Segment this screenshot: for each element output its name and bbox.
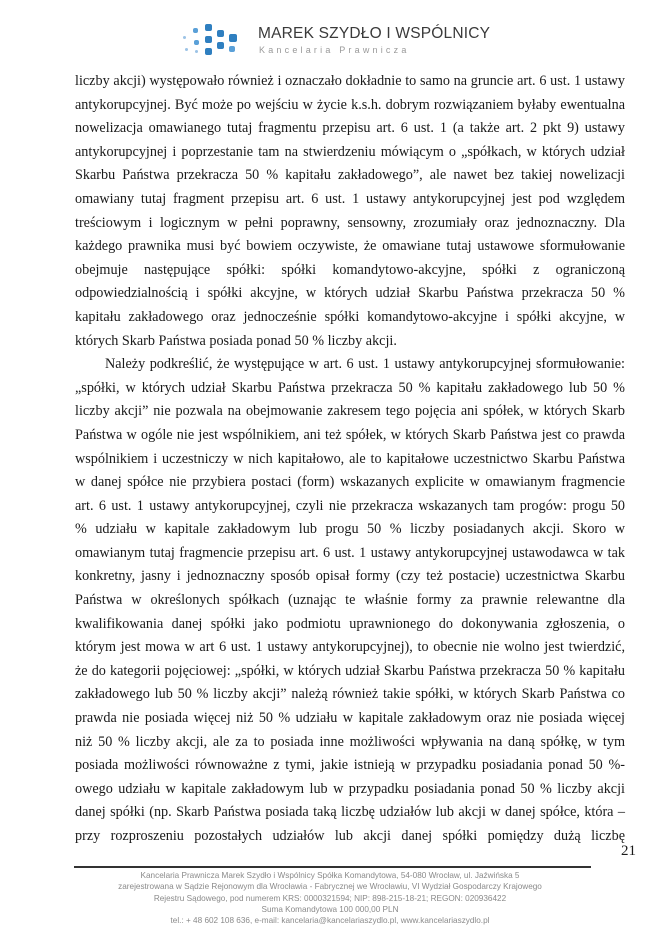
footer [60,870,600,926]
text-line: wspólnikiem i uczestniczy w nich kapitałowo, ale to kapitałowe uczestnictwo Skarbu Państwa [75,450,625,467]
footer-line: Rejestru Sądowego, pod numerem KRS: 0000321594; NIP: 898-215-18-21; REGON: 020936422 [153,893,507,903]
footer-line: Suma Komandytowa 100 000,00 PLN [261,904,399,914]
logo-dot [183,36,186,39]
text-line: Należy podkreślić, że występujące w art. 6 ust. 1 ustawy antykorupcyjnej sformułowanie: [105,356,625,373]
text-line: antykorupcyjnej. Być może po wejściu w życie k.s.h. dobrym rozwiązaniem byłaby ewentualna [75,96,625,113]
text-line: „spółki, w których udział Skarbu Państwa przekracza 50 % kapitału zakładowego lub 50 % [75,379,625,396]
text-line: przy rozproszeniu pozostałych udziałów lub akcji danej spółki pomiędzy dużą liczbę [75,828,625,844]
footer-line: zarejestrowana w Sądzie Rejonowym dla Wrocławia - Fabrycznej we Wrocławiu, VI Wydział Gospodarczy Krajowego [118,882,542,892]
paragraph [75,353,625,848]
text-line: zakładowego lub 50 % liczby akcji” należą również takie spółki, w których Skarb Państwa co [75,686,625,703]
text-line: obejmuje następujące spółki: spółki komandytowo-akcyjne, spółki z ograniczoną [75,261,625,278]
logo-dot [205,36,212,43]
paragraph [75,70,625,353]
logo-dot [205,24,212,31]
text-line: % udziału w kapitale zakładowym lub progu 50 % liczby posiadanych akcji. Skoro w [75,521,625,538]
text-line: antykorupcyjnej i poprzestanie tam na stwierdzeniu mówiącym o „spółkach, w których udział [75,143,625,160]
logo-dots-icon [183,22,243,58]
text-line: art. 6 ust. 1 ustawy antykorupcyjnej, czyli nie przekracza wskazanych tam progów: progu 50 [75,497,625,514]
text-line: Państwa w ogóle nie jest wspólnikiem, ani też spółek, w których Skarb Państwa jest co prawda [75,426,625,443]
logo-dot [205,48,212,55]
logo-dot [229,34,237,42]
logo-dot [229,46,235,52]
page-number: 21 [621,843,636,859]
text-line: treściowym i logicznym w pełni poprawny, sensowny, zrozumiały oraz jednoznaczny. Dla [75,214,625,231]
logo-dot [185,48,188,51]
text-line: owego udziału w kapitale zakładowym lub w przypadku posiadania ponad 50 % liczby akcji [75,780,625,797]
footer-divider [74,866,591,868]
text-line: danej spółki (np. Skarb Państwa posiada taką liczbę udziałów lub akcji w danej spółce, która – [75,804,625,821]
footer-line: Kancelaria Prawnicza Marek Szydło i Wspólnicy Spółka Komandytowa, 54-080 Wrocław, ul. Jaźwińska 5 [140,871,520,880]
text-line: konkretny, jasny i jednoznaczny sposób opisał formy (czy też postacie) uczestnictwa Skarbu [75,568,625,585]
text-line: Państwa w określonych spółkach (uznając te właśnie formy za prawnie relewantne dla [75,592,625,609]
text-line: że do kategorii pojęciowej: „spółki, w których udział Skarbu Państwa przekracza 50 % kapitału [75,662,625,679]
text-line: omawiany tutaj fragment przepisu art. 6 ust. 1 ustawy antykorupcyjnej jest pod względem [75,190,625,207]
text-line: nowelizacja omawianego tutaj fragmentu przepisu art. 6 ust. 1 (a także art. 2 pkt 9) ustawy [75,120,625,137]
text-line: których Skarb Państwa posiada ponad 50 % liczby akcji. [75,332,397,349]
text-line: kwalifikowania danej spółki jako podmiotu uprawnionego do dokonywania zgłoszenia, o [75,615,625,632]
logo-dot [217,42,224,49]
footer-line: tel.: + 48 602 108 636, e-mail: kancelaria@kancelariaszydlo.pl, www.kancelariaszydlo.pl [170,916,490,926]
text-line: odpowiedzialnością i spółki akcyjne, w których udział Skarbu Państwa przekracza 50 % [75,285,625,302]
logo-dot [217,30,224,37]
brand-subtitle: Kancelaria Prawnicza [259,45,410,55]
text-line: niż 50 % liczby akcji, ale za to posiada inne możliwości wpływania na daną spółkę, w tym [75,733,625,750]
document-body [75,70,625,849]
text-line: liczby akcji” nie pozwala na obejmowanie zakresem tego pojęcia ani spółek, w których Skarb [75,403,625,420]
logo-dot [194,40,199,45]
text-line: posiada możliwości równoważne z tymi, jakie istnieją w przypadku posiadania ponad 50 %- [75,757,625,774]
text-line: omawianym tutaj fragmencie przepisu art. 6 ust. 1 ustawy antykorupcyjnej ustawodawca w tak [75,544,625,561]
logo-dot [193,28,198,33]
text-line: Skarbu Państwa przekracza 50 % kapitału zakładowego”, ale nawet bez takiej nowelizacji [75,167,625,184]
text-line: każdego prawnika musi być bowiem oczywiste, że omawiane tutaj ustawowe sformułowanie [75,238,625,255]
logo-dot [195,50,198,53]
text-line: prawda nie posiada więcej niż 50 % udziału w kapitale zakładowym oraz nie posiada więcej [75,710,625,727]
brand-title: MAREK SZYDŁO I WSPÓLNICY [258,25,491,42]
text-line: kapitału zakładowego oraz jednocześnie spółki komandytowo-akcyjne i spółki akcyjne, w [75,308,625,325]
text-line: którym jest mowa w art 6 ust. 1 ustawy antykorupcyjnej), to obecnie nie wolno jest twierdzić, [75,639,625,656]
text-line: liczby akcji) występowało również i oznaczało dokładnie to samo na gruncie art. 6 ust. 1 ustawy [75,73,625,89]
text-line: w danej spółce nie przybiera postaci (form) wskazanych explicite w omawianym fragmencie [75,474,625,491]
